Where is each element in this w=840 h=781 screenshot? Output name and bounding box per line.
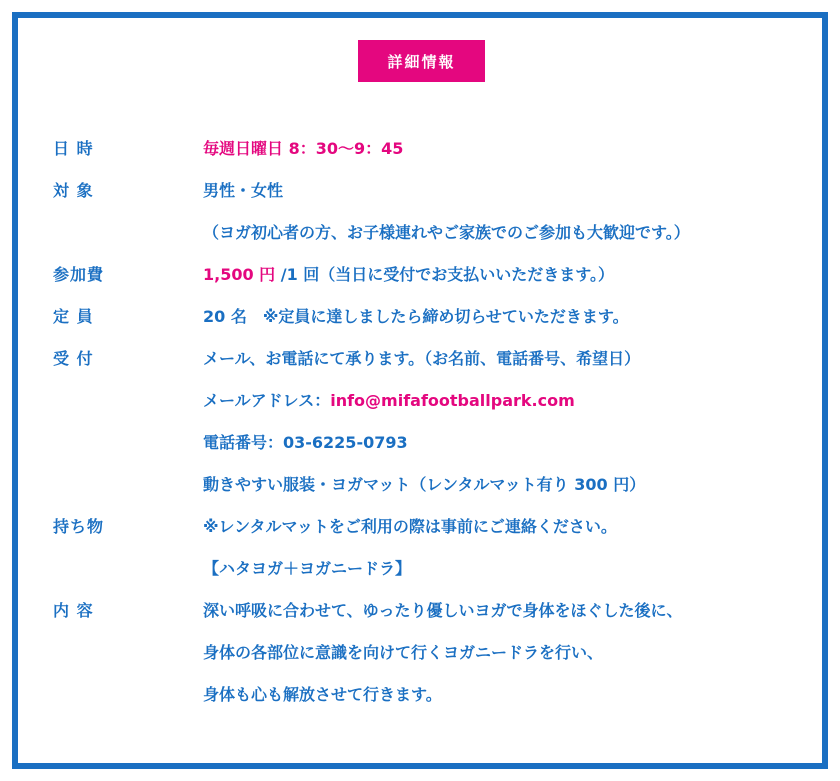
reception-label: 受 付 <box>53 349 94 368</box>
datetime-value: 毎週日曜日 8：30〜9：45 <box>203 139 404 158</box>
fee-label: 参加費 <box>53 265 105 284</box>
content-line-3: 身体も心も解放させて行きます。 <box>203 685 442 704</box>
target-note-row <box>0 218 840 248</box>
phone-value: 電話番号：03-6225-0793 <box>203 433 408 452</box>
fee-price: 1,500 円 <box>203 265 276 284</box>
email-link[interactable]: info@mifafootballpark.com <box>330 391 575 410</box>
target-row <box>0 176 840 206</box>
target-value: 男性・女性 <box>203 181 284 200</box>
content-line-2: 身体の各部位に意識を向けて行くヨガニードラを行い、 <box>203 643 604 662</box>
section-title-badge: 詳細情報 <box>358 40 485 82</box>
target-label: 対 象 <box>53 181 94 200</box>
items-note: ※レンタルマットをご利用の際は事前にご連絡ください。 <box>203 517 617 536</box>
items-row <box>0 470 840 500</box>
email-row <box>0 386 840 416</box>
datetime-label: 日 時 <box>53 139 94 158</box>
fee-value-wrap <box>203 260 614 290</box>
email-prefix: メールアドレス： <box>203 391 331 410</box>
fee-row <box>0 260 840 290</box>
datetime-row <box>0 134 840 164</box>
reception-row <box>0 344 840 374</box>
content-label: 内 容 <box>53 601 94 620</box>
capacity-value: 20 名 ※定員に達しましたら締め切らせていただきます。 <box>203 307 629 326</box>
reception-value: メール、お電話にて承ります。（お名前、電話番号、希望日） <box>203 349 641 368</box>
email-wrap <box>203 386 575 416</box>
capacity-label: 定 員 <box>53 307 94 326</box>
items-note-row <box>0 512 840 542</box>
content-line-1: 深い呼吸に合わせて、ゆったり優しいヨガで身体をほぐした後に、 <box>203 601 683 620</box>
content-row-2 <box>0 638 840 668</box>
items-label: 持ち物 <box>53 517 105 536</box>
program-row <box>0 554 840 584</box>
capacity-row <box>0 302 840 332</box>
program-title: 【ハタヨガ＋ヨガニードラ】 <box>203 559 412 578</box>
fee-detail: /1 回（当日に受付でお支払いいただきます。） <box>275 265 615 284</box>
target-note: （ヨガ初心者の方、お子様連れやご家族でのご参加も大歓迎です。） <box>203 223 690 242</box>
phone-row <box>0 428 840 458</box>
items-value: 動きやすい服装・ヨガマット（レンタルマット有り 300 円） <box>203 475 646 494</box>
content-row-3 <box>0 680 840 710</box>
content-row-1 <box>0 596 840 626</box>
